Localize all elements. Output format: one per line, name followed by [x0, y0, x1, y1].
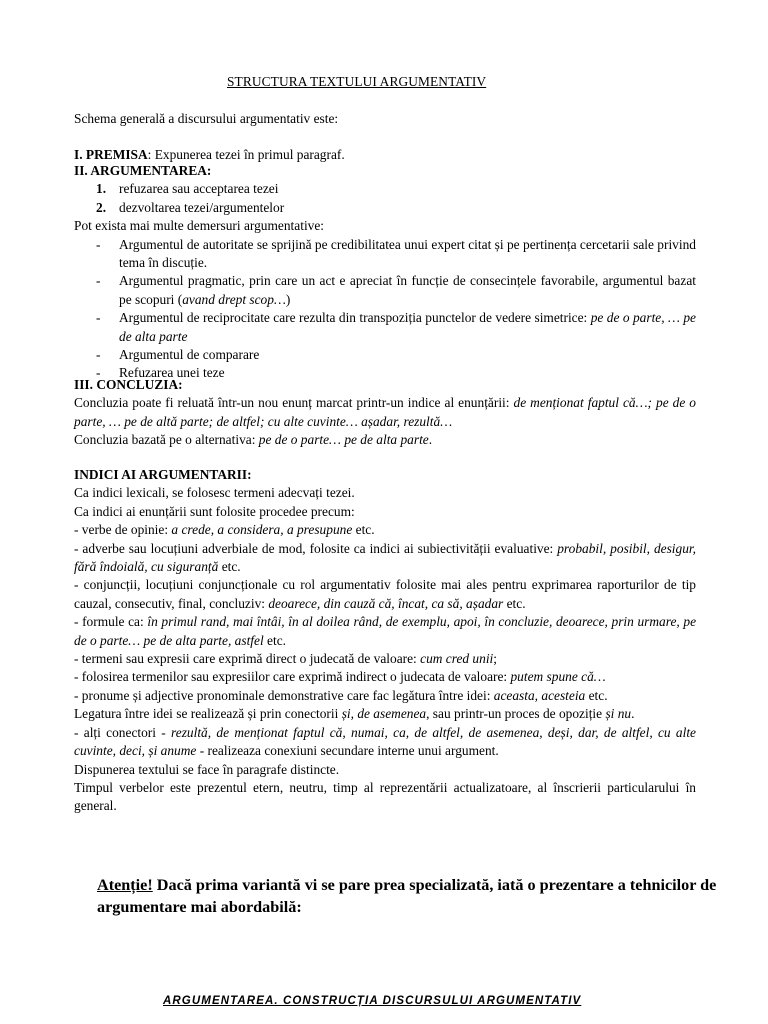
premisa-text: : Expunerea tezei în primul paragraf. — [147, 147, 345, 162]
argumentarea-section — [74, 162, 696, 383]
line-text: etc. — [263, 632, 286, 648]
indici-line — [74, 724, 696, 761]
line-text: , sau printr-un proces de opoziție — [426, 706, 606, 722]
indici-line — [74, 687, 696, 705]
item-number: 1. — [96, 181, 107, 197]
indici-line — [74, 576, 696, 613]
line-text: etc. — [585, 687, 608, 703]
line-emphasis: a crede, a considera, a presupune — [171, 522, 353, 538]
line-text: etc. — [503, 595, 526, 611]
line-text: ; — [493, 651, 497, 667]
list-item — [74, 180, 696, 198]
concluzia-paragraph — [74, 431, 696, 449]
list-item — [74, 272, 696, 309]
item-text: Refuzarea unei teze — [119, 365, 225, 381]
document-title: STRUCTURA TEXTULUI ARGUMENTATIV — [227, 74, 487, 89]
intro-text: Schema generală a discursului argumentativ este: — [74, 111, 339, 126]
paragraph-text: . — [428, 432, 433, 448]
indici-line — [74, 521, 696, 539]
item-text: Argumentul de autoritate se sprijină pe credibilitatea unui expert citat și pe pertinența cercetarii sale privind tema în discuție. — [119, 236, 696, 271]
indici-line: Ca indici ai enunțării sunt folosite procedee precum: — [74, 503, 355, 519]
concluzia-paragraph — [74, 394, 696, 431]
paragraph-emphasis: pe de o parte… pe de alta parte — [258, 432, 429, 448]
indici-heading: INDICI AI ARGUMENTARII: — [74, 467, 252, 482]
item-emphasis: avand drept scop… — [182, 291, 286, 307]
indici-section — [74, 466, 696, 816]
argumentarea-heading: II. ARGUMENTAREA: — [74, 163, 212, 178]
line-text: - adverbe sau locuțiuni adverbiale de mod, folosite ca indici ai subiectivității evaluative: — [74, 540, 558, 556]
indici-line — [74, 668, 696, 686]
line-text: - formule ca: — [74, 614, 148, 630]
demersuri-intro: Pot exista mai multe demersuri argumentative: — [74, 218, 325, 234]
line-emphasis: cum cred unii — [420, 651, 494, 667]
indici-line — [74, 705, 696, 723]
item-text: Argumentul pragmatic, prin care un act e apreciat în funcție de consecințele favorabile, argumentul bazat pe scopuri ( — [119, 273, 696, 307]
list-item — [74, 236, 696, 273]
indici-line: Timpul verbelor este prezentul etern, neutru, timp al reprezentării actualizatoare, al înscrierii particularului în general. — [74, 779, 696, 814]
indici-line — [74, 650, 696, 668]
attention-text: Dacă prima variantă vi se pare prea specializată, iată o prezentare a tehnicilor de argumentare mai abordabilă: — [97, 876, 717, 916]
line-text: - alți conectori - — [74, 724, 172, 740]
paragraph-emphasis: de menționat faptul că…; pe de o parte, … pe de altă parte; de altfel; cu alte cuvinte… așadar, rezultă… — [74, 395, 696, 429]
line-emphasis: în primul rand, mai întâi, în al doilea rând, de exemplu, apoi, în concluzie, deoarece, prin urmare, pe de o parte… pe de alta parte, astfel — [74, 614, 697, 648]
indici-line — [74, 540, 696, 577]
argumentarea-list — [74, 180, 696, 217]
line-text: - folosirea termenilor sau expresiilor care exprimă indirect o judecata de valoare: — [74, 669, 511, 685]
line-text: Legatura între idei se realizează și prin conectorii — [74, 706, 342, 722]
item-text: refuzarea sau acceptarea tezei — [119, 181, 279, 197]
indici-line: Dispunerea textului se face în paragrafe distincte. — [74, 761, 340, 777]
paragraph-text: Concluzia bazată pe o alternativa: — [74, 432, 259, 448]
line-text: - termeni sau expresii care exprimă direct o judecată de valoare: — [74, 651, 421, 667]
line-text: - pronume și adjective pronominale demonstrative care fac legătura între idei: — [74, 687, 494, 703]
line-text: - verbe de opinie: — [74, 522, 172, 538]
item-text: ) — [285, 291, 291, 307]
line-emphasis: putem spune că… — [510, 669, 606, 685]
line-emphasis: și nu — [605, 706, 632, 722]
indici-line: Ca indici lexicali, se folosesc termeni adecvați tezei. — [74, 485, 355, 501]
line-emphasis: probabil, posibil, desigur, fără îndoială, cu siguranță — [74, 540, 696, 575]
item-text: dezvoltarea tezei/argumentelor — [119, 199, 285, 215]
concluzia-heading: III. CONCLUZIA: — [74, 377, 183, 392]
item-number: 2. — [96, 199, 107, 215]
line-emphasis: aceasta, acesteia — [493, 687, 586, 703]
line-emphasis: rezultă, de menționat faptul că, numai, ca, de altfel, de asemenea, deși, dar, de altfel, cu alte cuvinte, deci, și anume — [74, 724, 697, 759]
line-emphasis: deoarece, din cauză că, încat, ca să, așadar — [268, 595, 504, 611]
item-text: Argumentul de reciprocitate care rezulta din transpoziția punctelor de vedere simetrice: — [119, 310, 591, 326]
line-text: etc. — [352, 522, 375, 538]
list-item — [74, 199, 696, 217]
attention-label: Atenție! — [97, 876, 153, 894]
line-text: - conjuncții, locuțiuni conjuncționale cu rol argumentativ folosite mai ales pentru exprimarea raporturilor de tip cauzal, consecutiv, final, concluziv: — [74, 577, 696, 611]
indici-line — [74, 613, 696, 650]
attention-note — [97, 874, 727, 918]
line-emphasis: și, de asemenea — [341, 706, 427, 722]
item-emphasis: pe de o parte, … pe de alta parte — [119, 310, 696, 344]
item-text: Argumentul de comparare — [119, 347, 260, 363]
line-text: - realizeaza conexiuni secundare interne unui argument. — [196, 743, 499, 759]
line-text: etc. — [218, 559, 241, 575]
premisa-label: I. PREMISA — [74, 147, 148, 162]
list-item — [74, 309, 696, 346]
list-item — [74, 346, 696, 364]
line-text: . — [631, 706, 635, 722]
concluzia-section — [74, 376, 696, 450]
footer-heading: ARGUMENTAREA. CONSTRUCȚIA DISCURSULUI ARGUMENTATIV — [163, 995, 582, 1007]
paragraph-text: Concluzia poate fi reluată într-un nou enunț marcat printr-un indice al enunțării: — [74, 395, 514, 411]
demersuri-list — [74, 236, 696, 383]
